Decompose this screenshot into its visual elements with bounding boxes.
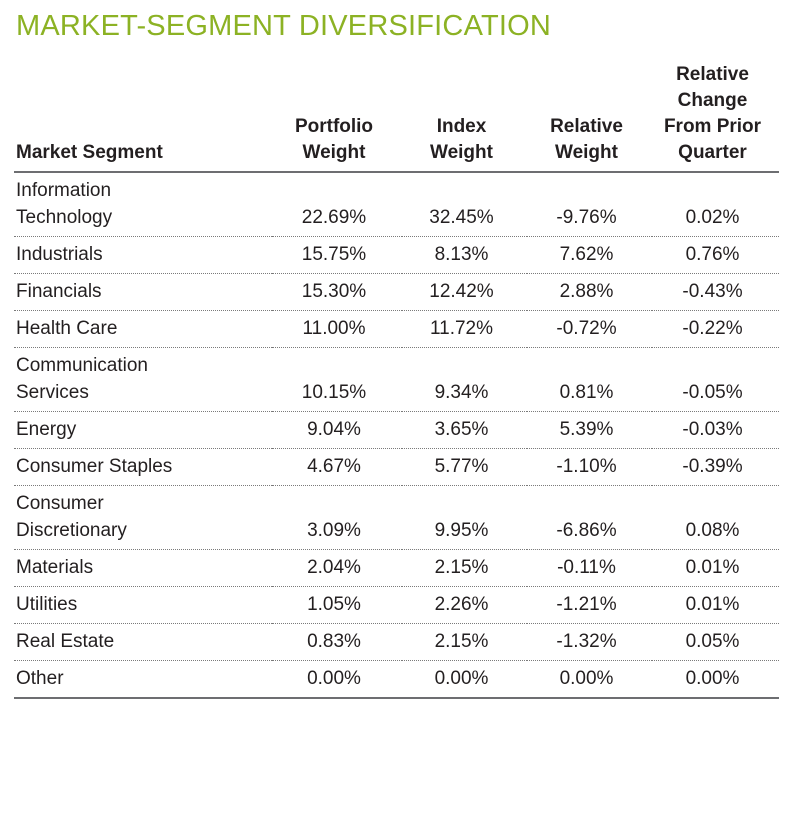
table-row (14, 348, 779, 412)
column-header-portfolio-weight-line1: Portfolio (294, 116, 374, 137)
table-row (14, 172, 779, 237)
column-header-relative-weight-line1: Relative (550, 116, 623, 137)
column-header-portfolio-weight (272, 62, 402, 172)
cell-portfolio-weight: 11.00% (272, 311, 402, 348)
table-row (14, 486, 779, 550)
segment-label-line1: Real Estate (16, 631, 115, 652)
cell-portfolio-weight: 3.09% (272, 486, 402, 550)
table-row (14, 449, 779, 486)
page-title: MARKET-SEGMENT DIVERSIFICATION (16, 10, 552, 42)
cell-portfolio-weight: 0.00% (272, 661, 402, 699)
cell-index-weight: 12.42% (402, 274, 527, 311)
table-row (14, 550, 779, 587)
column-header-relative-change (652, 62, 779, 172)
column-header-relative-weight-line2: Weight (555, 142, 618, 163)
cell-relative-change: 0.01% (652, 587, 779, 624)
cell-market-segment (14, 661, 272, 699)
cell-portfolio-weight: 1.05% (272, 587, 402, 624)
segment-label-line1: Consumer Staples (16, 456, 173, 477)
cell-portfolio-weight: 0.83% (272, 624, 402, 661)
cell-index-weight: 9.95% (402, 486, 527, 550)
table-header (14, 62, 779, 172)
column-header-portfolio-weight-line2: Weight (302, 142, 366, 163)
cell-relative-change: 0.01% (652, 550, 779, 587)
cell-portfolio-weight: 15.75% (272, 237, 402, 274)
cell-relative-weight: 0.00% (527, 661, 652, 699)
cell-index-weight: 5.77% (402, 449, 527, 486)
segment-label-line1: Consumer (16, 493, 104, 514)
segment-label-line2: Services (16, 382, 89, 403)
cell-relative-change: -0.22% (652, 311, 779, 348)
cell-portfolio-weight: 9.04% (272, 412, 402, 449)
market-segment-table (14, 62, 779, 699)
column-header-index-weight-line2: Weight (430, 142, 493, 163)
cell-index-weight: 3.65% (402, 412, 527, 449)
cell-index-weight: 11.72% (402, 311, 527, 348)
table-row (14, 274, 779, 311)
cell-index-weight: 2.26% (402, 587, 527, 624)
table-row (14, 624, 779, 661)
column-header-index-weight (402, 62, 527, 172)
cell-relative-change: -0.05% (652, 348, 779, 412)
cell-relative-weight: -6.86% (527, 486, 652, 550)
cell-relative-weight: -1.21% (527, 587, 652, 624)
cell-portfolio-weight: 22.69% (272, 172, 402, 237)
cell-market-segment (14, 449, 272, 486)
cell-market-segment (14, 587, 272, 624)
table-row (14, 587, 779, 624)
segment-label-line1: Communication (16, 355, 148, 376)
cell-market-segment (14, 237, 272, 274)
column-header-relative-change-line1: Relative (676, 64, 749, 85)
table-header-row (14, 62, 779, 172)
column-header-relative-change-line2: Change (677, 90, 748, 111)
cell-relative-change: 0.08% (652, 486, 779, 550)
cell-relative-change: -0.43% (652, 274, 779, 311)
column-header-market-segment (14, 62, 272, 172)
cell-relative-change: -0.03% (652, 412, 779, 449)
segment-label-line2: Technology (16, 207, 113, 228)
cell-market-segment (14, 348, 272, 412)
cell-market-segment (14, 412, 272, 449)
cell-index-weight: 2.15% (402, 624, 527, 661)
cell-portfolio-weight: 10.15% (272, 348, 402, 412)
table-row (14, 311, 779, 348)
document-page (0, 8, 793, 818)
cell-market-segment (14, 311, 272, 348)
cell-relative-change: -0.39% (652, 449, 779, 486)
column-header-index-weight-line1: Index (436, 116, 487, 137)
cell-relative-weight: 7.62% (527, 237, 652, 274)
cell-index-weight: 8.13% (402, 237, 527, 274)
table-row (14, 412, 779, 449)
cell-relative-weight: -1.10% (527, 449, 652, 486)
segment-label-line1: Materials (16, 557, 94, 578)
column-header-relative-weight (527, 62, 652, 172)
cell-relative-change: 0.00% (652, 661, 779, 699)
table-body (14, 172, 779, 698)
column-header-relative-change-line4: Quarter (678, 142, 747, 163)
cell-relative-change: 0.76% (652, 237, 779, 274)
cell-relative-weight: 2.88% (527, 274, 652, 311)
cell-relative-weight: -9.76% (527, 172, 652, 237)
cell-relative-change: 0.05% (652, 624, 779, 661)
segment-label-line1: Other (16, 668, 64, 689)
segment-label-line1: Utilities (16, 594, 78, 615)
cell-market-segment (14, 486, 272, 550)
cell-portfolio-weight: 15.30% (272, 274, 402, 311)
cell-relative-weight: -0.72% (527, 311, 652, 348)
cell-relative-weight: 0.81% (527, 348, 652, 412)
segment-label-line1: Information (16, 180, 112, 201)
cell-index-weight: 32.45% (402, 172, 527, 237)
cell-index-weight: 0.00% (402, 661, 527, 699)
cell-index-weight: 2.15% (402, 550, 527, 587)
table-row (14, 237, 779, 274)
cell-market-segment (14, 550, 272, 587)
cell-market-segment (14, 172, 272, 237)
cell-relative-change: 0.02% (652, 172, 779, 237)
cell-relative-weight: -1.32% (527, 624, 652, 661)
segment-label-line2: Discretionary (16, 520, 127, 541)
segment-label-line1: Health Care (16, 318, 118, 339)
segment-label-line1: Energy (16, 419, 77, 440)
cell-relative-weight: 5.39% (527, 412, 652, 449)
cell-portfolio-weight: 4.67% (272, 449, 402, 486)
cell-market-segment (14, 624, 272, 661)
segment-label-line1: Industrials (16, 244, 103, 265)
column-header-market-segment-label: Market Segment (16, 142, 163, 163)
cell-portfolio-weight: 2.04% (272, 550, 402, 587)
column-header-relative-change-line3: From Prior (663, 116, 762, 137)
table-row (14, 661, 779, 699)
segment-label-line1: Financials (16, 281, 102, 302)
cell-relative-weight: -0.11% (527, 550, 652, 587)
cell-market-segment (14, 274, 272, 311)
cell-index-weight: 9.34% (402, 348, 527, 412)
